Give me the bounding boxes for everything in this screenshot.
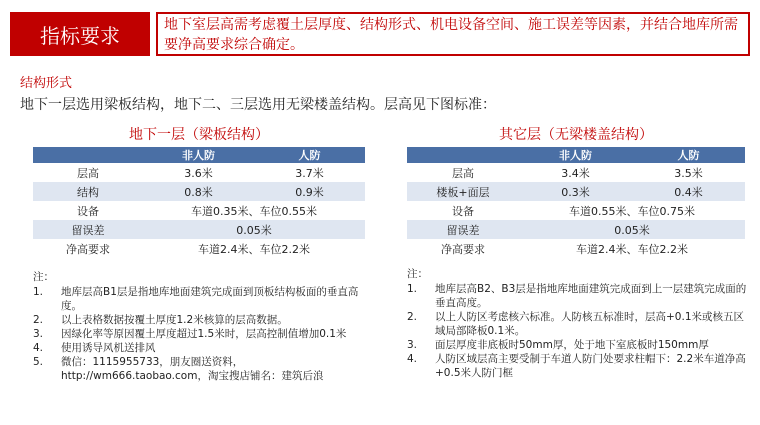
table-cell-merged: 车道2.4米、车位2.2米 bbox=[519, 239, 745, 258]
table-cell: 3.7米 bbox=[254, 163, 365, 182]
note-text: 地库层高B2、B3层是指地库地面建筑完成面到上一层建筑完成面的垂直高度。 bbox=[435, 283, 747, 309]
note-item bbox=[407, 352, 747, 380]
right-spec-table bbox=[407, 147, 745, 258]
row-label: 楼板+面层 bbox=[407, 182, 519, 201]
note-text: 微信：1115955733，朋友圈送资料， bbox=[61, 356, 244, 368]
row-label: 设备 bbox=[33, 201, 143, 220]
left-spec-table bbox=[33, 147, 365, 258]
note-number bbox=[33, 369, 61, 383]
note-text: 以上人防区考虑核六标准。人防核五标准时，层高+0.1米或核五区域局部降板0.1米。 bbox=[435, 311, 744, 337]
note-number: 3. bbox=[407, 339, 418, 351]
note-number: 4. bbox=[407, 353, 418, 365]
note-item bbox=[33, 327, 371, 341]
table-row bbox=[33, 201, 365, 220]
table-row bbox=[407, 220, 745, 239]
note-text: 因绿化率等原因覆土厚度超过1.5米时，层高控制值增加0.1米 bbox=[61, 328, 347, 340]
note-number: 4. bbox=[33, 342, 44, 354]
table-header-cell: 非人防 bbox=[143, 147, 254, 163]
note-item bbox=[33, 285, 371, 313]
note-number: 3. bbox=[33, 328, 44, 340]
note-number: 5. bbox=[33, 356, 44, 368]
right-table-title: 其它层（无梁楼盖结构） bbox=[499, 127, 653, 143]
note-number: 1. bbox=[407, 283, 418, 295]
table-cell: 0.3米 bbox=[519, 182, 632, 201]
header-description: 地下室层高需考虑覆土层厚度、结构形式、机电设备空间、施工误差等因素，并结合地库所需要净高要求综合确定。 bbox=[156, 12, 750, 56]
left-notes bbox=[33, 270, 371, 383]
table-row bbox=[33, 220, 365, 239]
table-header-cell bbox=[33, 147, 143, 163]
note-item bbox=[407, 338, 747, 352]
left-table-title: 地下一层（梁板结构） bbox=[129, 127, 269, 143]
table-cell-merged: 车道0.35米、车位0.55米 bbox=[143, 201, 365, 220]
table-cell: 3.6米 bbox=[143, 163, 254, 182]
row-label: 留误差 bbox=[407, 220, 519, 239]
notes-list bbox=[407, 282, 747, 380]
table-row bbox=[33, 163, 365, 182]
row-label: 留误差 bbox=[33, 220, 143, 239]
notes-heading: 注： bbox=[33, 271, 54, 283]
row-label: 设备 bbox=[407, 201, 519, 220]
notes-heading: 注： bbox=[407, 268, 428, 280]
header-badge: 指标要求 bbox=[10, 12, 150, 56]
note-number: 2. bbox=[33, 314, 44, 326]
table-cell-merged: 0.05米 bbox=[519, 220, 745, 239]
note-number: 1. bbox=[33, 286, 44, 298]
table-header-cell bbox=[407, 147, 519, 163]
row-label: 结构 bbox=[33, 182, 143, 201]
note-item bbox=[407, 310, 747, 338]
note-item bbox=[407, 282, 747, 310]
table-header-cell: 非人防 bbox=[519, 147, 632, 163]
table-cell: 3.5米 bbox=[632, 163, 745, 182]
row-label: 层高 bbox=[407, 163, 519, 182]
note-text: 使用诱导风机送排风 bbox=[61, 342, 156, 354]
table-cell: 0.9米 bbox=[254, 182, 365, 201]
row-label: 净高要求 bbox=[33, 239, 143, 258]
table-cell-merged: 车道2.4米、车位2.2米 bbox=[143, 239, 365, 258]
note-text: http://wm666.taobao.com，淘宝搜店铺名：建筑后浪 bbox=[61, 370, 324, 382]
table-cell: 0.4米 bbox=[632, 182, 745, 201]
table-row bbox=[407, 239, 745, 258]
note-text: 面层厚度非底板时50mm厚，处于地下室底板时150mm厚 bbox=[435, 339, 709, 351]
note-item bbox=[33, 341, 371, 355]
table-cell: 3.4米 bbox=[519, 163, 632, 182]
table-row bbox=[407, 201, 745, 220]
note-number: 2. bbox=[407, 311, 418, 323]
table-cell-merged: 0.05米 bbox=[143, 220, 365, 239]
table-header-row bbox=[33, 147, 365, 163]
intro-text: 地下一层选用梁板结构，地下二、三层选用无梁楼盖结构。层高见下图标准： bbox=[20, 97, 496, 113]
note-text: 人防区域层高主要受制于车道人防门处要求柱帽下：2.2米车道净高+0.5米人防门框 bbox=[435, 353, 746, 379]
table-header-cell: 人防 bbox=[254, 147, 365, 163]
row-label: 层高 bbox=[33, 163, 143, 182]
notes-list bbox=[33, 285, 371, 383]
note-item bbox=[33, 369, 371, 383]
table-header-row bbox=[407, 147, 745, 163]
note-text: 以上表格数据按覆土厚度1.2米核算的层高数据。 bbox=[61, 314, 288, 326]
note-text: 地库层高B1层是指地库地面建筑完成面到顶板结构板面的垂直高度。 bbox=[61, 286, 359, 312]
row-label: 净高要求 bbox=[407, 239, 519, 258]
table-header-cell: 人防 bbox=[632, 147, 745, 163]
right-notes bbox=[407, 267, 747, 380]
table-cell: 0.8米 bbox=[143, 182, 254, 201]
table-row bbox=[407, 182, 745, 201]
table-cell-merged: 车道0.55米、车位0.75米 bbox=[519, 201, 745, 220]
table-row bbox=[33, 182, 365, 201]
section-title: 结构形式 bbox=[20, 76, 73, 91]
table-row bbox=[407, 163, 745, 182]
note-item bbox=[33, 313, 371, 327]
note-item bbox=[33, 355, 371, 369]
table-row bbox=[33, 239, 365, 258]
